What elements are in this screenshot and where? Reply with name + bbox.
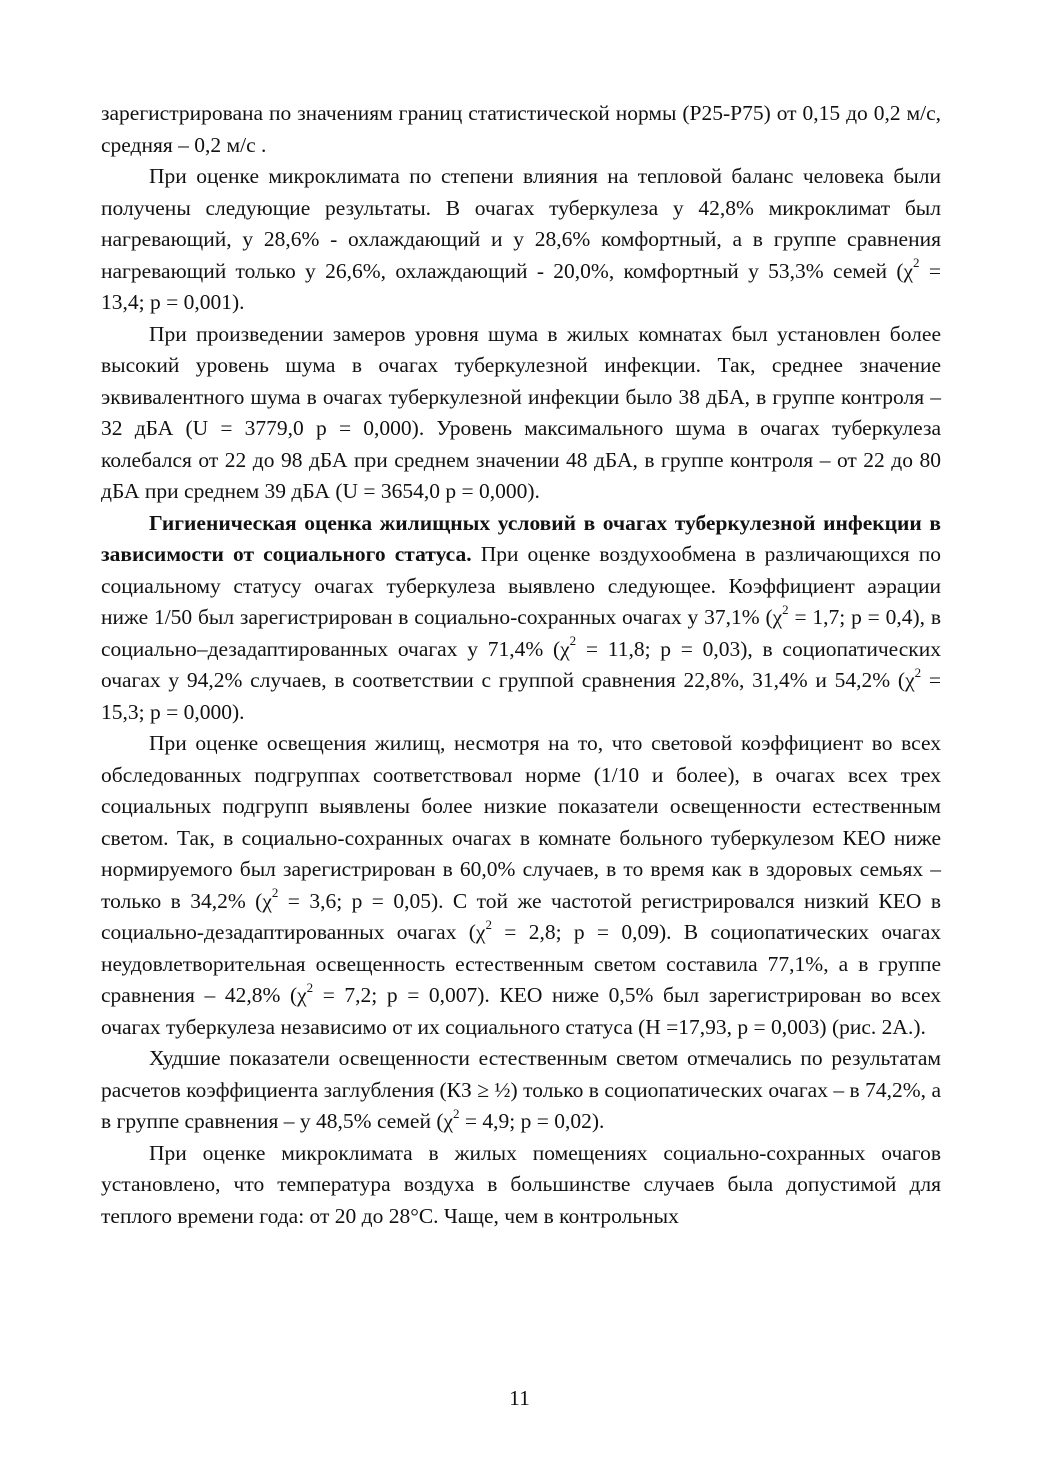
text-run: Худшие показатели освещенности естественным светом отмечались по результатам расчетов коэффициента заглубления (КЗ ≥ ½) только в социопатических очагах – в 74,2%, а в группе сравнения – у 48,5% семей (χ [101, 1046, 941, 1133]
text-run: = 15,3; р = 0,000). [101, 668, 941, 724]
superscript: 2 [914, 664, 922, 680]
text-run: При оценке микроклимата по степени влияния на тепловой баланс человека были получены следующие результаты. В очагах туберкулеза у 42,8% микроклимат был нагревающий, у 28,6% - охлаждающий и у 28,6% комфортный, а в группе сравнения нагревающий только у 26,6%, охлаждающий - 20,0%, комфортный у 53,3% семей (χ [101, 164, 941, 283]
text-run: = 4,9; р = 0,02). [459, 1109, 605, 1133]
text-run: = 1,7; р = 0,4), в социально–дезадаптированных очагах у 71,4% (χ [101, 605, 942, 661]
paragraph-2 [101, 161, 941, 319]
paragraph-3 [101, 319, 941, 508]
text-run: = 13,4; р = 0,001). [101, 258, 941, 314]
superscript: 2 [453, 1105, 460, 1121]
paragraph-1 [101, 98, 941, 161]
paragraph-7 [101, 1138, 941, 1233]
document-page [101, 98, 941, 1232]
text-run: При оценке микроклимата в жилых помещениях социально-сохранных очагов установлено, что температура воздуха в большинстве случаев была допустимой для теплого времени года: от 20 до 28°С. Чаще, чем в контрольных [101, 1140, 941, 1228]
text-run: При оценке воздухообмена в различающихся по социальному статусу очагах туберкулеза выявлено следующее. Коэффициент аэрации ниже 1/50 был зарегистрирован в социально-сохранных очагах у 37,1% (χ [101, 542, 941, 629]
paragraph-4 [101, 508, 941, 729]
text-run: = 7,2; р = 0,007). КЕО ниже 0,5% был зарегистрирован во всех очагах туберкулеза независимо от их социального статуса (Н =17,93, р = 0,003) (рис. 2А.). [101, 983, 941, 1039]
superscript: 2 [569, 633, 577, 649]
paragraph-5 [101, 728, 941, 1043]
superscript: 2 [913, 255, 920, 271]
superscript: 2 [782, 601, 789, 617]
text-run: зарегистрирована по значениям границ статистической нормы (Р25-Р75) от 0,15 до 0,2 м/с, средняя – 0,2 м/с . [101, 101, 941, 157]
paragraph-6 [101, 1043, 941, 1138]
text-run: = 11,8; р = 0,03), в социопатических очагах у 94,2% случаев, в соответствии с группой сравнения 22,8%, 31,4% и 54,2% (χ [101, 636, 941, 692]
text-run: При оценке освещения жилищ, несмотря на то, что световой коэффициент во всех обследованных подгруппах соответствовал норме (1/10 и более), в очагах всех трех социальных подгрупп выявлены более низкие показатели освещенности естественным светом. Так, в социально-сохранных очагах в комнате больного туберкулезом КЕО ниже нормируемого был зарегистрирован в 60,0% случаев, в то время как в здоровых семьях – только в 34,2% (χ [101, 731, 941, 913]
superscript: 2 [485, 916, 492, 932]
text-run: = 2,8; р = 0,09). В социопатических очагах неудовлетворительная освещенность естественным светом составила 77,1%, а в группе сравнения – 42,8% (χ [101, 920, 941, 1007]
text-run: = 3,6; р = 0,05). С той же частотой регистрировался низкий КЕО в социально-дезадаптированных очагах (χ [101, 888, 941, 944]
superscript: 2 [306, 979, 314, 995]
bold-heading: Гигиеническая оценка жилищных условий в очагах туберкулезной инфекции в зависимости от социального статуса. [101, 510, 941, 566]
page-number: 11 [509, 1386, 530, 1410]
text-run: При произведении замеров уровня шума в жилых комнатах был установлен более высокий уровень шума в очагах туберкулезной инфекции. Так, среднее значение эквивалентного шума в очагах туберкулезной инфекции было 38 дБА, в группе контроля – 32 дБА (U = 3779,0 р = 0,000). Уровень максимального шума в очагах туберкулеза колебался от 22 до 98 дБА при среднем значении 48 дБА, в группе контроля – от 22 до 80 дБА при среднем 39 дБА (U = 3654,0 р = 0,000). [101, 321, 941, 503]
superscript: 2 [271, 885, 279, 901]
